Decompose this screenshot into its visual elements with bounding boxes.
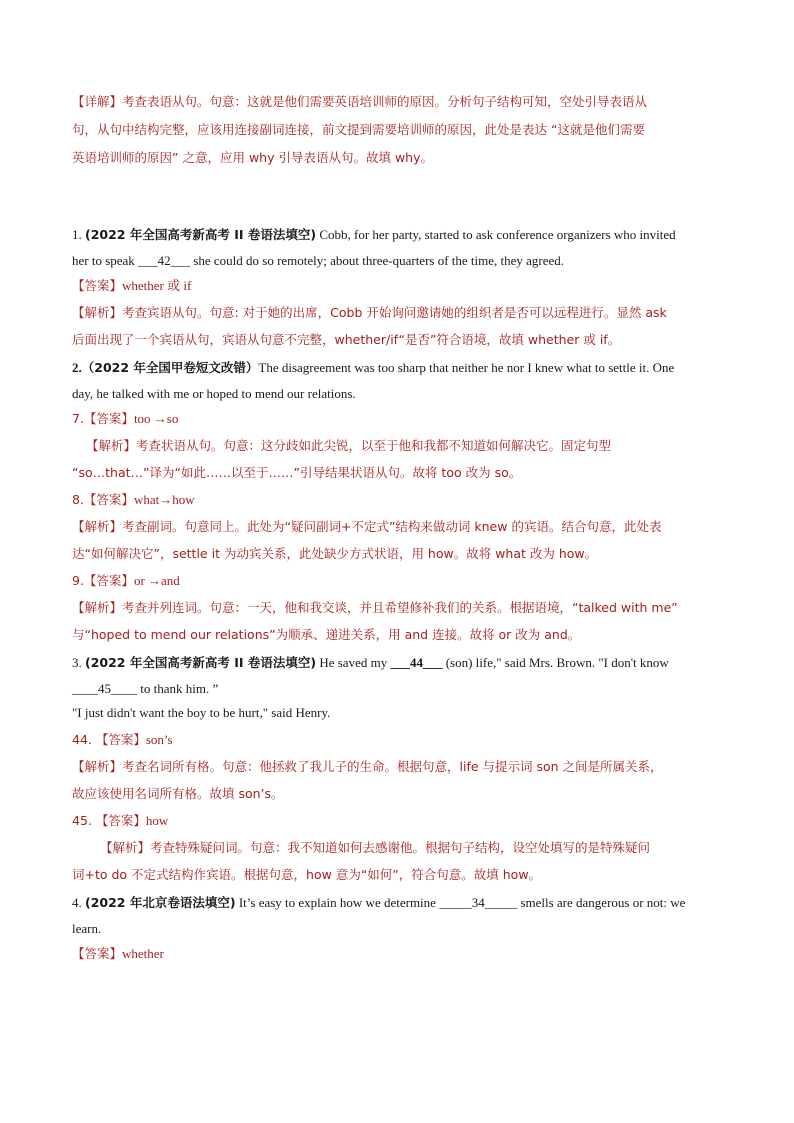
text-span: why bbox=[394, 150, 421, 165]
answer-line bbox=[72, 572, 180, 590]
text-span: 英语培训师的原因” 之意，应用 bbox=[72, 150, 249, 165]
question-text: smells are dangerous or not: we bbox=[517, 895, 686, 910]
question-text: Cobb, for her party, started to ask conference organizers who invited bbox=[316, 227, 676, 242]
answer-line bbox=[72, 491, 195, 509]
question-number: 4. bbox=[72, 895, 85, 910]
question-text: It’s easy to explain how we determine bbox=[235, 895, 440, 910]
question-3-line bbox=[72, 680, 218, 698]
question-2-line bbox=[72, 359, 674, 377]
question-1-line bbox=[72, 226, 676, 244]
explanation-line: 与“hoped to mend our relations”为顺承、递进关系，用 and 连接。故将 or 改为 and。 bbox=[72, 627, 581, 642]
explanation-line: 【解析】考查名词所有格。句意：他拯救了我儿子的生命。根据句意，life 与提示词 son 之间是所属关系， bbox=[72, 759, 663, 774]
answer-label: 44. 【答案】 bbox=[72, 732, 146, 747]
question-text: to thank him. ” bbox=[137, 681, 219, 696]
explanation-line: 句，从句中结构完整，应该用连接副词连接，前文提到需要培训师的原因，此处是表达 “这就是他们需要 bbox=[72, 122, 645, 137]
blank: _____34_____ bbox=[439, 895, 518, 910]
text-span: why bbox=[248, 150, 275, 165]
question-source: (2022 年北京卷语法填空) bbox=[85, 895, 236, 910]
explanation-line: 达“如何解决它”，settle it 为动宾关系，此处缺少方式状语，用 how。故将 what 改为 how。 bbox=[72, 546, 598, 561]
question-number: 2. bbox=[72, 360, 82, 375]
answer-line bbox=[72, 812, 168, 830]
answer-line bbox=[72, 731, 173, 749]
explanation-line: 词+to do 不定式结构作宾语。根据句意，how 意为“如何”，符合句意。故填 how。 bbox=[72, 867, 542, 882]
answer-value: whether 或 if bbox=[122, 278, 192, 293]
question-source: (2022 年全国高考新高考 II 卷语法填空) bbox=[85, 227, 317, 242]
answer-label: 【答案】 bbox=[72, 946, 123, 961]
explanation-line: 【解析】考查特殊疑问词。句意：我不知道如何去感谢他。根据句子结构，设空处填写的是特殊疑问 bbox=[100, 840, 651, 855]
question-text: she could do so remotely; about three-quarters of the time, they agreed. bbox=[190, 253, 565, 268]
question-3-line bbox=[72, 654, 669, 672]
answer-label: 45. 【答案】 bbox=[72, 813, 146, 828]
answer-label: 8.【答案】 bbox=[72, 492, 134, 507]
explanation-line bbox=[72, 149, 433, 167]
question-4-line: learn. bbox=[72, 921, 102, 936]
question-text: He saved my bbox=[316, 655, 391, 670]
question-source: (2022 年全国高考新高考 II 卷语法填空) bbox=[85, 655, 317, 670]
question-source: （2022 年全国甲卷短文改错） bbox=[81, 360, 259, 375]
answer-value: too →so bbox=[133, 411, 179, 426]
explanation-line: 后面出现了一个宾语从句，宾语从句意不完整，whether/if“是否”符合语境，故填 whether 或 if。 bbox=[72, 332, 621, 347]
explanation-line: “so…that…”译为“如此……以至于……”引导结果状语从句。故将 too 改为 so。 bbox=[72, 465, 522, 480]
explanation-line: 【解析】考查状语从句。句意：这分歧如此尖锐，以至于他和我都不知道如何解决它。固定句型 bbox=[86, 438, 612, 453]
explanation-line: 【解析】考查并列连词。句意：一天，他和我交谈，并且希望修补我们的关系。根据语境，“talked with me” bbox=[72, 600, 678, 615]
blank: ____45____ bbox=[72, 681, 137, 696]
answer-value: son’s bbox=[145, 732, 173, 747]
explanation-line: 故应该使用名词所有格。故填 son’s。 bbox=[72, 786, 284, 801]
question-number: 1. bbox=[72, 227, 85, 242]
blank: ___42___ bbox=[138, 253, 191, 268]
question-4-line bbox=[72, 894, 685, 912]
explanation-line: 【解析】考查宾语从句。句意: 对于她的出席，Cobb 开始询问邀请她的组织者是否可以远程进行。显然 ask bbox=[72, 305, 667, 320]
question-3-line: "I just didn't want the boy to be hurt," said Henry. bbox=[72, 705, 331, 720]
answer-label: 7.【答案】 bbox=[72, 411, 134, 426]
answer-line bbox=[72, 945, 164, 963]
answer-value: how bbox=[145, 813, 169, 828]
answer-value: or →and bbox=[133, 573, 180, 588]
answer-line bbox=[72, 410, 178, 428]
answer-line bbox=[72, 277, 191, 295]
question-2-line: day, he talked with me or hoped to mend our relations. bbox=[72, 386, 356, 401]
answer-label: 【答案】 bbox=[72, 278, 123, 293]
question-number: 3. bbox=[72, 655, 85, 670]
question-text: The disagreement was too sharp that neither he nor I knew what to settle it. One bbox=[258, 360, 675, 375]
explanation-line: 【解析】考查副词。句意同上。此处为“疑问副词+不定式”结构来做动词 knew 的宾语。结合句意，此处表 bbox=[72, 519, 662, 534]
text-span: 引导表语从句。故填 bbox=[274, 150, 395, 165]
answer-label: 9.【答案】 bbox=[72, 573, 134, 588]
answer-value: whether bbox=[122, 946, 164, 961]
explanation-line: 【详解】考查表语从句。句意：这就是他们需要英语培训师的原因。分析句子结构可知，空处引导表语从 bbox=[72, 94, 648, 109]
text-span: 。 bbox=[420, 150, 433, 165]
question-text: her to speak bbox=[72, 253, 139, 268]
answer-value: what→how bbox=[133, 492, 195, 507]
question-1-line bbox=[72, 252, 564, 270]
blank: ___44___ bbox=[390, 655, 443, 670]
question-text: (son) life," said Mrs. Brown. "I don't know bbox=[442, 655, 669, 670]
